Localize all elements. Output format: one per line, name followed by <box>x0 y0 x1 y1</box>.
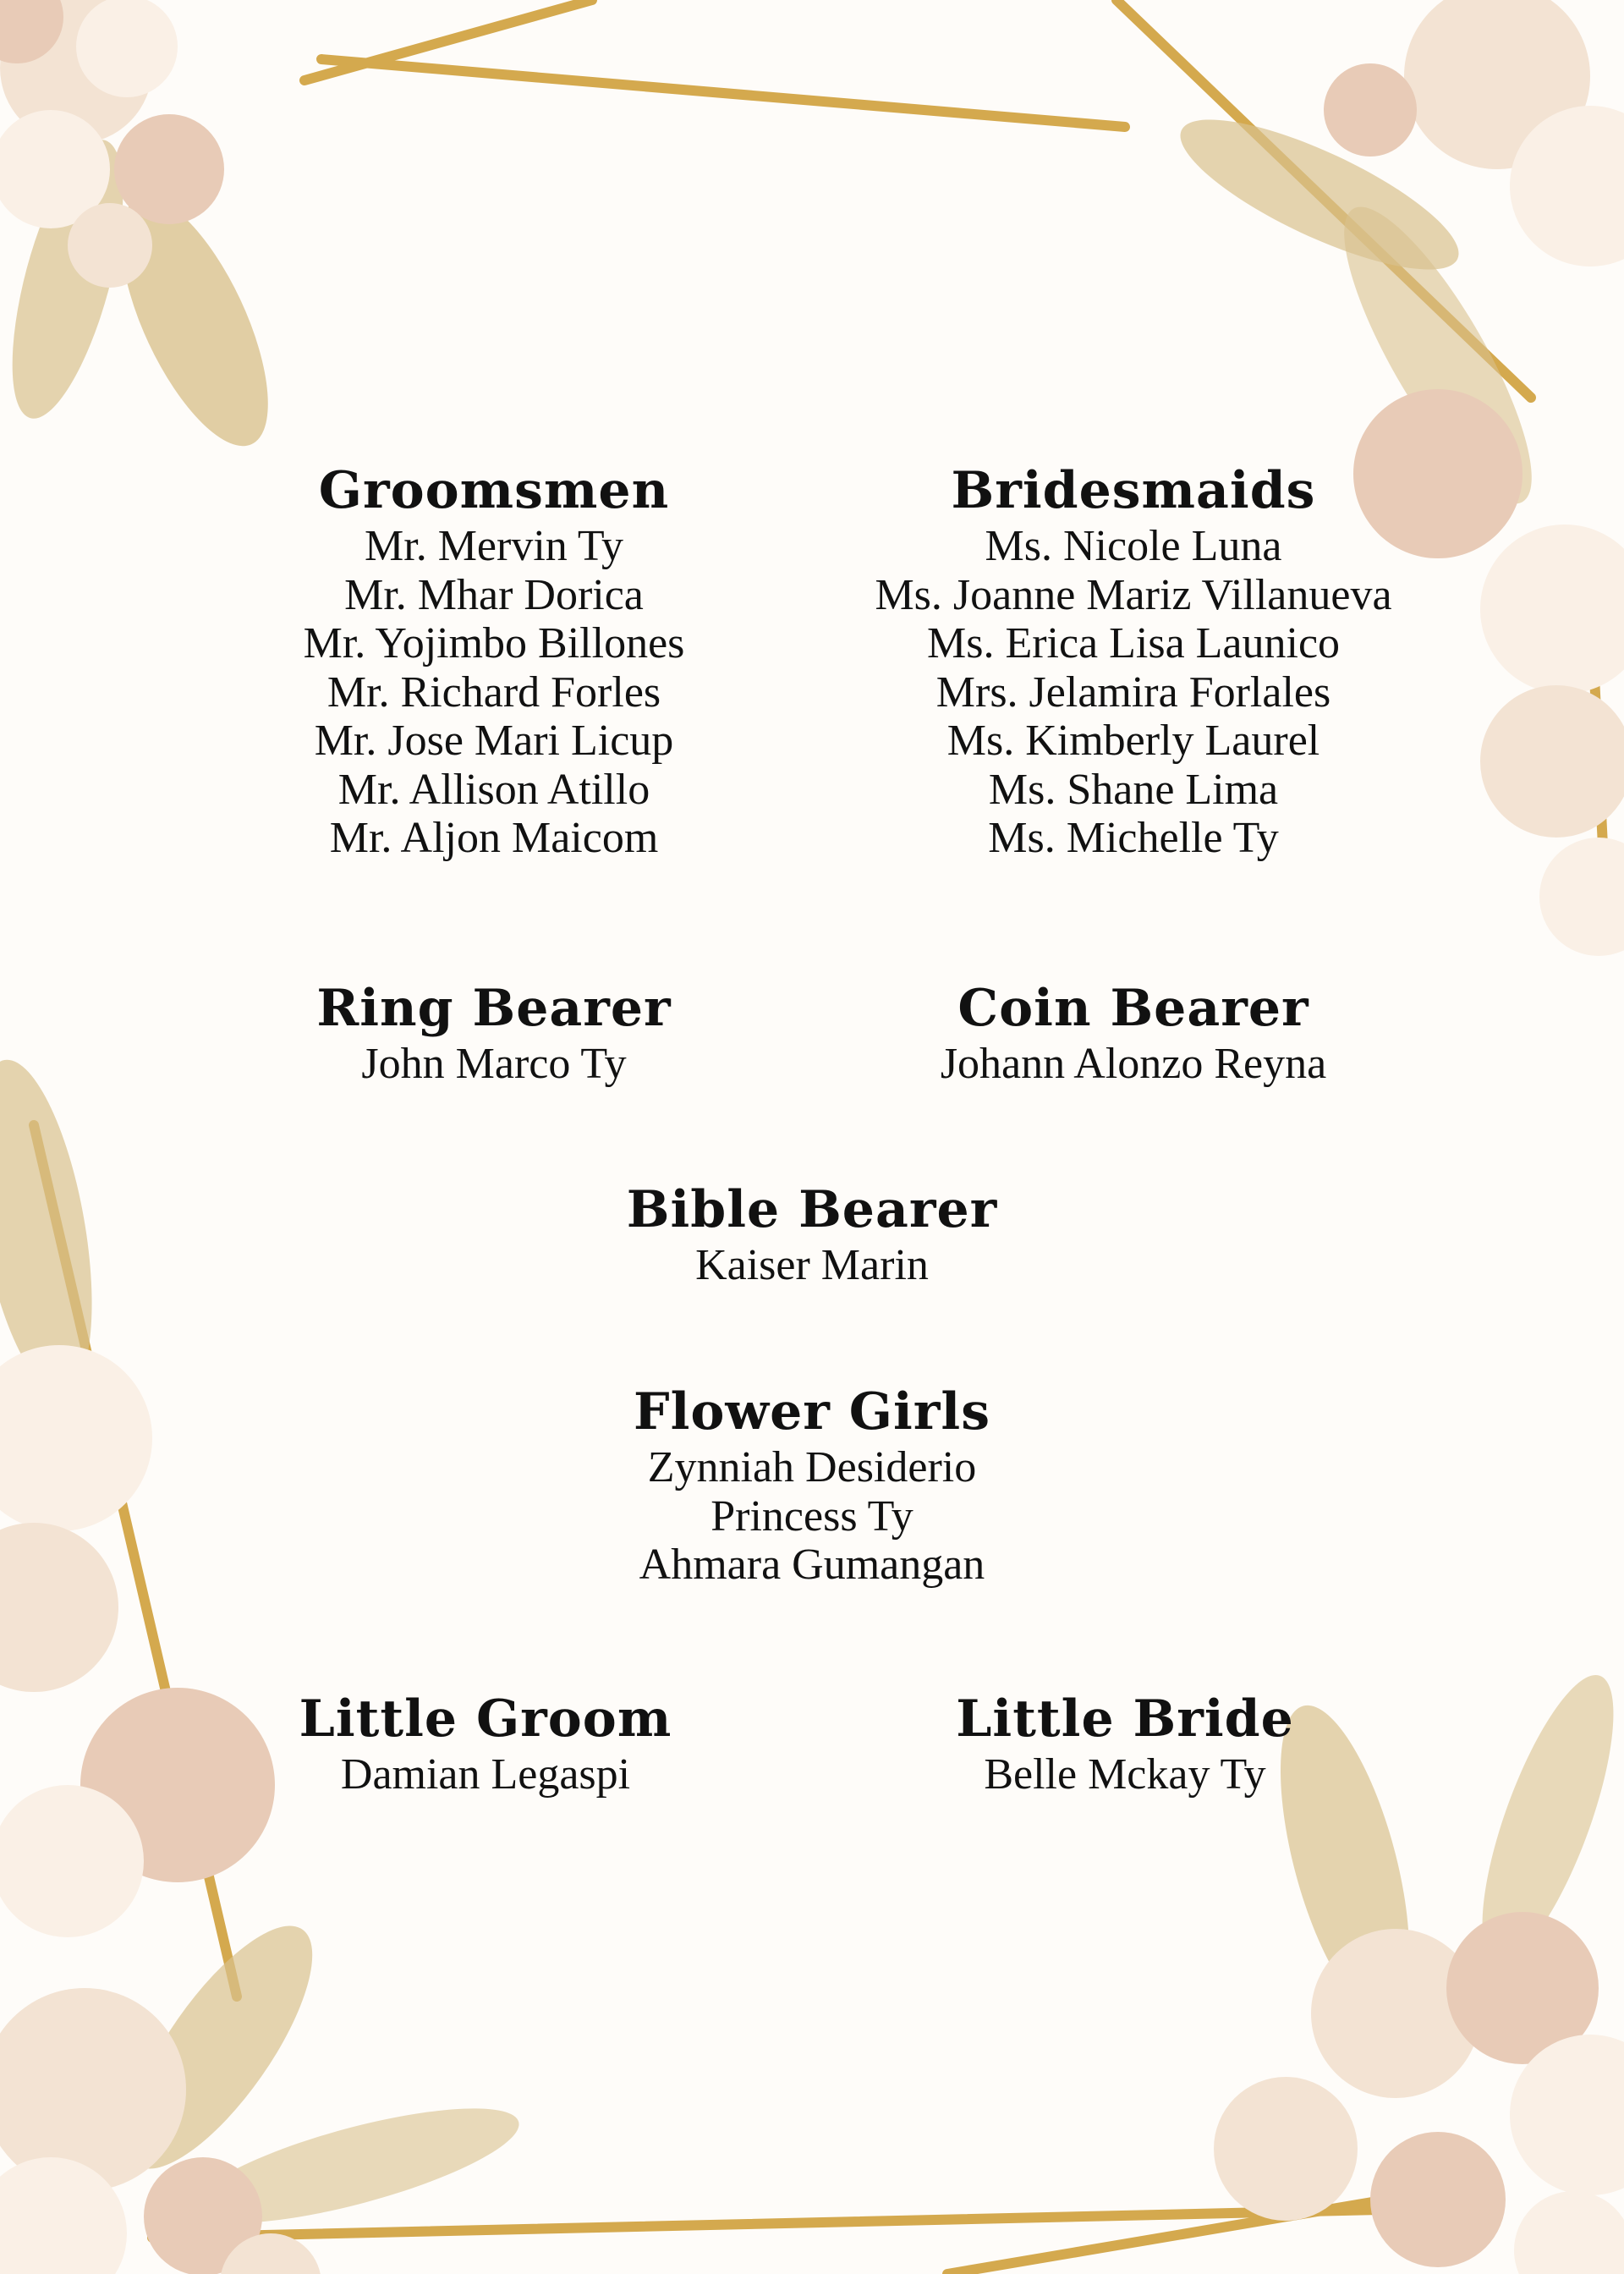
bible-bearer-heading: Bible Bearer <box>626 1180 998 1239</box>
list-item: Zynniah Desiderio <box>647 1443 977 1491</box>
bridesmaids-list <box>829 522 1438 863</box>
bible-bearer-list <box>558 1241 1066 1290</box>
list-item: Mr. Mhar Dorica <box>344 570 644 619</box>
list-item: Mrs. Jelamira Forlales <box>935 667 1331 717</box>
flower-cluster-bottom-left <box>0 1900 529 2274</box>
little-groom-list <box>232 1750 739 1799</box>
flower-girls-list <box>558 1443 1066 1590</box>
list-item: Ms. Michelle Ty <box>988 814 1279 862</box>
list-item: Ms. Joanne Mariz Villanueva <box>875 570 1392 619</box>
flower-girls-section <box>558 1382 1066 1590</box>
list-item: Johann Alonzo Reyna <box>940 1040 1327 1088</box>
ring-bearer-section <box>240 979 748 1089</box>
list-item: Mr. Richard Forles <box>326 667 661 717</box>
list-item: Ms. Kimberly Laurel <box>946 717 1320 765</box>
list-item: Kaiser Marin <box>695 1241 929 1289</box>
list-item: Mr. Jose Mari Licup <box>314 717 674 765</box>
little-groom-heading: Little Groom <box>299 1689 672 1749</box>
list-item: Mr. Allison Atillo <box>337 765 650 814</box>
ring-bearer-heading: Ring Bearer <box>316 979 672 1038</box>
groomsmen-list <box>240 522 748 863</box>
coin-bearer-list <box>880 1040 1387 1089</box>
ring-bearer-list <box>240 1040 748 1089</box>
flower-cluster-top-left <box>0 0 298 465</box>
list-item: Ms. Erica Lisa Launico <box>926 619 1341 667</box>
list-item: Ahmara Gumangan <box>639 1541 985 1589</box>
list-item: Ms. Nicole Luna <box>985 522 1282 570</box>
list-item: Mr. Mervin Ty <box>365 522 623 570</box>
list-item: Damian Legaspi <box>340 1750 631 1799</box>
flower-girls-heading: Flower Girls <box>634 1382 990 1442</box>
list-item: Mr. Aljon Maicom <box>329 814 659 862</box>
bible-bearer-section <box>558 1180 1066 1290</box>
bridesmaids-section <box>829 461 1438 863</box>
bridesmaids-heading: Bridesmaids <box>951 461 1316 520</box>
list-item: Princess Ty <box>710 1491 914 1541</box>
groomsmen-heading: Groomsmen <box>318 461 670 520</box>
coin-bearer-section <box>880 979 1387 1089</box>
little-bride-list <box>871 1750 1379 1799</box>
little-groom-section <box>232 1689 739 1799</box>
list-item: Ms. Shane Lima <box>988 765 1279 814</box>
little-bride-section <box>871 1689 1379 1799</box>
list-item: Belle Mckay Ty <box>984 1750 1266 1799</box>
groomsmen-section <box>240 461 748 863</box>
list-item: Mr. Yojimbo Billones <box>303 619 685 667</box>
coin-bearer-heading: Coin Bearer <box>957 979 1309 1038</box>
list-item: John Marco Ty <box>361 1040 627 1088</box>
flower-cluster-left <box>0 1052 275 1937</box>
little-bride-heading: Little Bride <box>956 1689 1294 1749</box>
